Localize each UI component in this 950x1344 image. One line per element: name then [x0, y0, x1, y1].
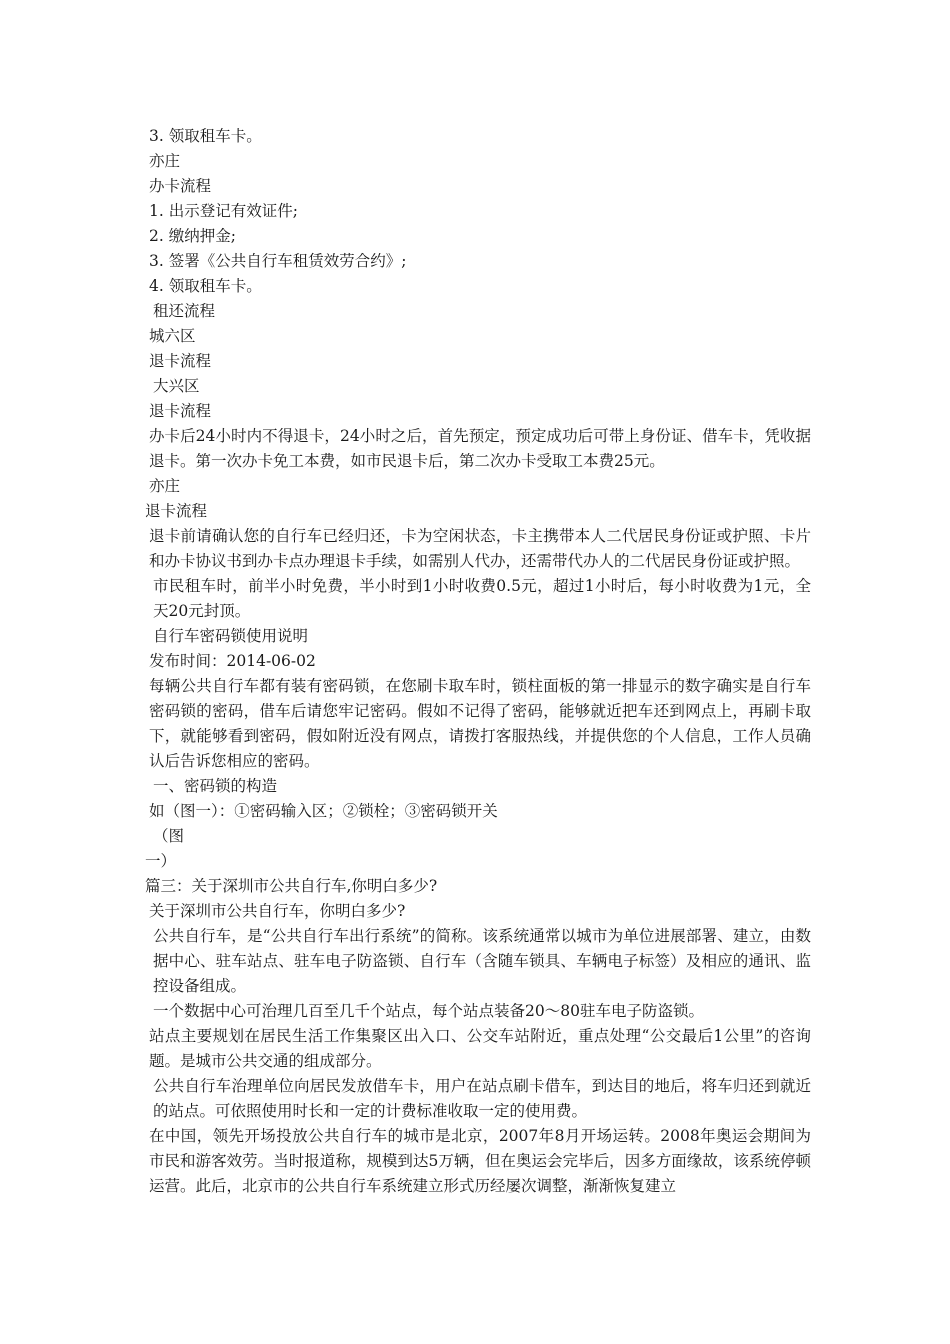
text-line: （图	[153, 827, 185, 845]
text-line: 大兴区	[153, 377, 200, 395]
paragraph: 公共自行车治理单位向居民发放借车卡，用户在站点刷卡借车，到达目的地后，将车归还到就近的站点。可依照使用时长和一定的计费标准收取一定的使用费。	[153, 1077, 811, 1120]
text-line: 3. 领取租车卡。	[149, 127, 262, 145]
text-line: 城六区	[149, 327, 196, 345]
text-line: 一个数据中心可治理几百至几千个站点，每个站点装备20～80驻车电子防盗锁。	[153, 1002, 704, 1020]
paragraph: 每辆公共自行车都有装有密码锁，在您刷卡取车时，锁柱面板的第一排显示的数字确实是自行车密码锁的密码，借车后请您牢记密码。假如不记得了密码，能够就近把车还到网点上，再刷卡取下，就能够看到密码，假如附近没有网点，请拨打客服热线，并提供您的个人信息，工作人员确认后告诉您相应的密码。	[149, 677, 811, 770]
text-line: 办卡流程	[149, 177, 212, 195]
paragraph: 在中国，领先开场投放公共自行车的城市是北京，2007年8月开场运转。2008年奥运会期间为市民和游客效劳。当时报道称，规模到达5万辆，但在奥运会完毕后，因多方面缘故，该系统停顿运营。此后，北京市的公共自行车系统建立形式历经屡次调整，渐渐恢复建立	[149, 1127, 811, 1195]
text-line: 4. 领取租车卡。	[149, 277, 262, 295]
text-line: 自行车密码锁使用说明	[153, 627, 309, 645]
text-line: 如（图一）：①密码输入区；②锁栓；③密码锁开关	[149, 802, 498, 820]
text-line: 发布时间：2014-06-02	[149, 652, 316, 670]
paragraph: 办卡后24小时内不得退卡，24小时之后，首先预定，预定成功后可带上身份证、借车卡，凭收据退卡。第一次办卡免工本费，如市民退卡后，第二次办卡受取工本费25元。	[149, 427, 811, 470]
text-line: 1. 出示登记有效证件;	[149, 202, 298, 220]
text-line: 退卡流程	[145, 502, 208, 520]
paragraph: 站点主要规划在居民生活工作集聚区出入口、公交车站附近，重点处理“公交最后1公里”的咨询题。是城市公共交通的组成部分。	[149, 1027, 811, 1070]
text-line: 篇三：关于深圳市公共自行车,你明白多少?	[145, 877, 438, 895]
text-line: 一、密码锁的构造	[153, 777, 278, 795]
paragraph: 退卡前请确认您的自行车已经归还，卡为空闲状态，卡主携带本人二代居民身份证或护照、卡片和办卡协议书到办卡点办理退卡手续，如需别人代办，还需带代办人的二代居民身份证或护照。	[149, 527, 811, 570]
text-line: 亦庄	[149, 477, 181, 495]
text-line: 租还流程	[153, 302, 216, 320]
text-line: 2. 缴纳押金;	[149, 227, 236, 245]
text-line: 退卡流程	[149, 402, 212, 420]
text-line: 关于深圳市公共自行车，你明白多少?	[149, 902, 406, 920]
text-line: 退卡流程	[149, 352, 212, 370]
paragraph: 市民租车时，前半小时免费，半小时到1小时收费0.5元，超过1小时后，每小时收费为1元，全天20元封顶。	[153, 577, 811, 620]
paragraph: 公共自行车，是“公共自行车出行系统”的简称。该系统通常以城市为单位进展部署、建立，由数据中心、驻车站点、驻车电子防盗锁、自行车（含随车锁具、车辆电子标签）及相应的通讯、监控设备组成。	[153, 927, 811, 995]
text-line: 亦庄	[149, 152, 181, 170]
document-page	[145, 124, 811, 1199]
text-line: 一）	[145, 852, 177, 870]
text-line: 3. 签署《公共自行车租赁效劳合约》;	[149, 252, 407, 270]
